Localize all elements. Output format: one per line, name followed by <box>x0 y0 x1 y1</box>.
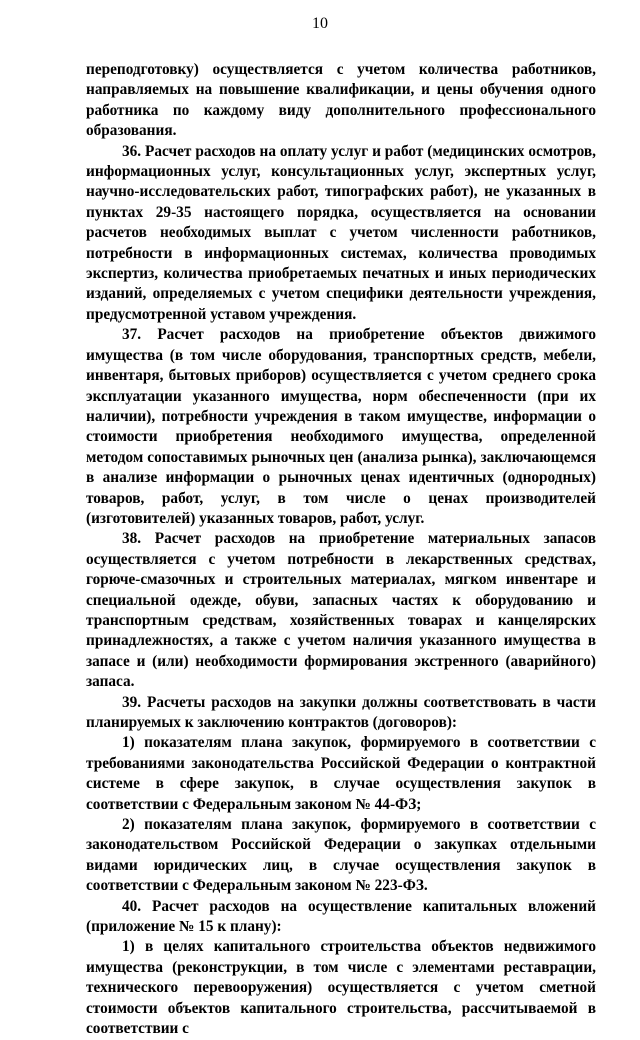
paragraph-continuation: переподготовку) осуществляется с учетом количества работников, направляемых на повышение квалификации, и цены обучения одного работника по каждому виду дополнительного профессионального образования. <box>86 61 596 140</box>
paragraph-39-item-1: 1) показателям плана закупок, формируемого в соответствии с требованиями законодательства Российской Федерации о контрактной системе в сфере закупок, в случае осуществления закупок в соответствии с Федеральным законом № 44-ФЗ; <box>86 734 596 813</box>
paragraph-39-item-2: 2) показателям плана закупок, формируемого в соответствии с законодательством Российской Федерации о закупках отдельными видами юридических лиц, в случае осуществления закупок в соответствии с Федеральным законом № 223-ФЗ. <box>86 816 596 895</box>
page-number: 10 <box>312 15 328 32</box>
document-body <box>86 60 596 1040</box>
paragraph-39: 39. Расчеты расходов на закупки должны соответствовать в части планируемых к заключению контрактов (договоров): <box>86 693 596 731</box>
paragraph-38: 38. Расчет расходов на приобретение материальных запасов осуществляется с учетом потребности в лекарственных средствах, горюче-смазочных и строительных материалах, мягком инвентаре и специальной одежде, обуви, запасных частях к оборудованию и транспортным средствам, хозяйственных товарах и канцелярских принадлежностях, а также с учетом наличия указанного имущества в запасе и (или) необходимости формирования экстренного (аварийного) запаса. <box>86 530 596 691</box>
paragraph-37: 37. Расчет расходов на приобретение объектов движимого имущества (в том числе оборудования, транспортных средств, мебели, инвентаря, бытовых приборов) осуществляется с учетом среднего срока эксплуатации указанного имущества, норм обеспеченности (при их наличии), потребности учреждения в таком имуществе, информации о стоимости приобретения необходимого имущества, определенной методом сопоставимых рыночных цен (анализа рынка), заключающемся в анализе информации о рыночных ценах идентичных (однородных) товаров, работ, услуг, в том числе о ценах производителей (изготовителей) указанных товаров, работ, услуг. <box>86 326 596 527</box>
paragraph-36: 36. Расчет расходов на оплату услуг и работ (медицинских осмотров, информационных услуг, консультационных услуг, экспертных услуг, научно-исследовательских работ, типографских работ), не указанных в пунктах 29-35 настоящего порядка, осуществляется на основании расчетов необходимых выплат с учетом численности работников, потребности в информационных системах, количества проводимых экспертиз, количества приобретаемых печатных и иных периодических изданий, определяемых с учетом специфики деятельности учреждения, предусмотренной уставом учреждения. <box>86 142 596 323</box>
paragraph-40: 40. Расчет расходов на осуществление капитальных вложений (приложение № 15 к плану): <box>86 897 596 936</box>
paragraph-40-item-1: 1) в целях капитального строительства объектов недвижимого имущества (реконструкции, в том числе с элементами реставрации, технического перевооружения) осуществляется с учетом сметной стоимости объектов капитального строительства, рассчитываемой в соответствии с <box>86 938 596 1038</box>
